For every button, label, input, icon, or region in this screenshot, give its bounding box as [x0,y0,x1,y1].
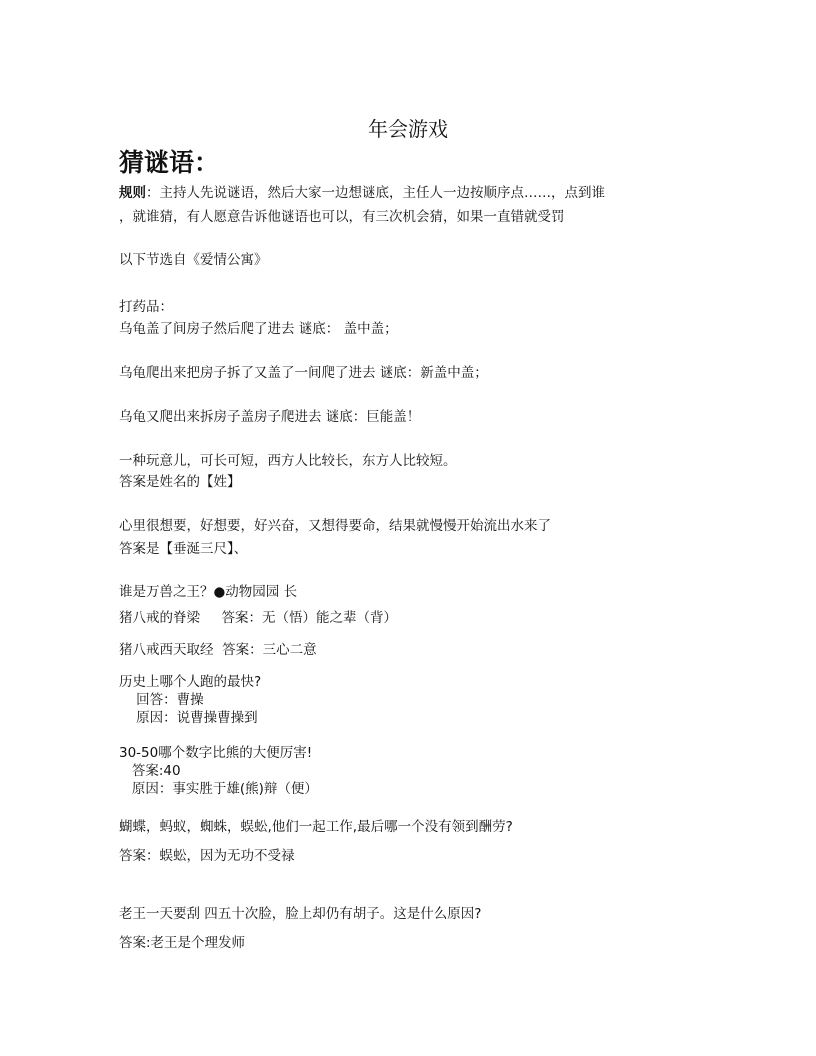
riddle-8-reason: 原因：事实胜于雄(熊)辩（便） [119,781,318,797]
riddle-7-reason: 原因：说曹操曹操到 [119,710,258,726]
rules-line-1 [119,184,605,202]
source-note: 以下节选自《爱情公寓》 [119,252,268,268]
riddle-9-question: 蝴蝶，蚂蚁，蜘蛛，蜈蚣,他们一起工作,最后哪一个没有领到酬劳? [119,819,513,835]
riddle-9-answer: 答案：蜈蚣，因为无功不受禄 [119,848,295,864]
riddle-10-question: 老王一天要刮 四五十次脸，脸上却仍有胡子。这是什么原因? [119,906,482,922]
riddle-5: 猪八戒的脊梁 答案：无（悟）能之辈（背） [119,610,397,626]
rules-text-1: ：主持人先说谜语，然后大家一边想谜底，主任人一边按顺序点……，点到谁 [146,185,605,201]
riddle-2-question: 一种玩意儿，可长可短，西方人比较长，东方人比较短。 [119,453,457,469]
riddle-7-question: 历史上哪个人跑的最快? [119,674,262,690]
rules-label: 规则 [119,185,146,201]
document-title: 年会游戏 [368,117,448,141]
riddle-2-answer: 答案是姓名的【姓】 [119,474,241,490]
riddle-6: 猪八戒西天取经 答案：三心二意 [119,642,317,658]
riddle-3-answer: 答案是【垂涎三尺】、 [119,541,248,557]
riddle-1-heading: 打药品： [119,299,173,315]
riddle-1a: 乌龟盖了间房子然后爬了进去 谜底： 盖中盖； [119,321,398,337]
riddle-8-answer: 答案:40 [119,763,181,779]
riddle-8-question: 30-50哪个数字比熊的大便厉害! [119,745,313,761]
riddle-4: 谁是万兽之王？●动物园园 长 [119,584,298,600]
riddle-7-answer: 回答：曹操 [119,692,204,708]
riddle-1b: 乌龟爬出来把房子拆了又盖了一间爬了进去 谜底：新盖中盖； [119,365,488,381]
section-heading: 猜谜语： [119,148,220,177]
riddle-1c: 乌龟又爬出来拆房子盖房子爬进去 谜底：巨能盖！ [119,409,421,425]
riddle-10-answer: 答案:老王是个理发师 [119,935,246,951]
riddle-3-question: 心里很想要，好想要，好兴奋，又想得要命，结果就慢慢开始流出水来了 [119,518,551,534]
rules-line-2: ，就谁猜，有人愿意告诉他谜语也可以，有三次机会猜，如果一直错就受罚 [119,209,565,225]
